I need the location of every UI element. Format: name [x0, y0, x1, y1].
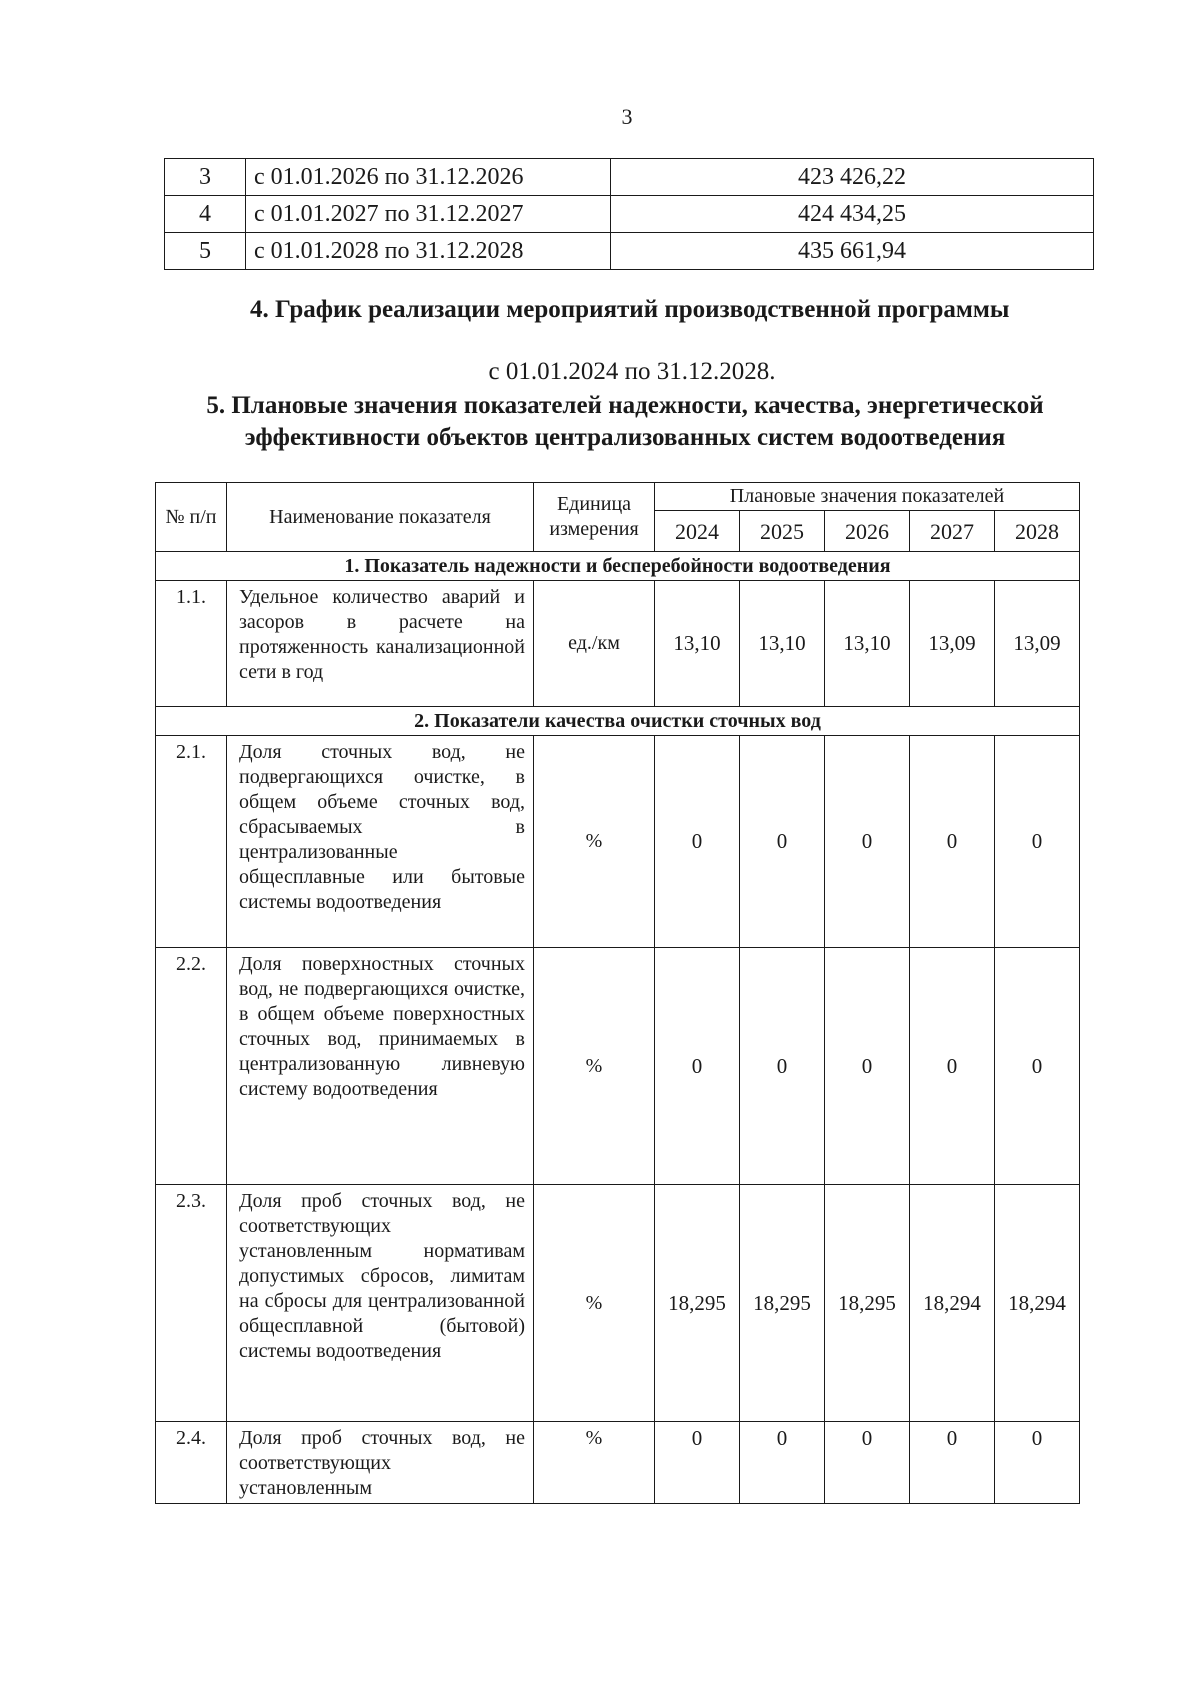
value-cell: 13,09 [910, 581, 995, 707]
period-cell: с 01.01.2028 по 31.12.2028 [246, 233, 611, 270]
header-year: 2027 [910, 511, 995, 552]
value-cell: 13,10 [655, 581, 740, 707]
value-cell: 13,09 [995, 581, 1080, 707]
value-cell: 0 [995, 736, 1080, 948]
value-cell: 18,295 [655, 1185, 740, 1422]
value-cell: 0 [910, 948, 995, 1185]
section-1-title: 1. Показатель надежности и бесперебойности водоотведения [156, 552, 1080, 581]
value-cell: 0 [825, 736, 910, 948]
header-planned: Плановые значения показателей [655, 483, 1080, 511]
value-cell: 424 434,25 [611, 196, 1094, 233]
header-year: 2026 [825, 511, 910, 552]
indicator-name: Доля проб сточных вод, не соответствующих установленным нормативам допустимых сбросов, лимитам на сбросы для централизованной общесплавной (бытовой) системы водоотведения [227, 1185, 534, 1422]
header-row [156, 483, 1080, 511]
period-cell: с 01.01.2026 по 31.12.2026 [246, 159, 611, 196]
header-year: 2028 [995, 511, 1080, 552]
indicator-name: Доля поверхностных сточных вод, не подвергающихся очистке, в общем объеме поверхностных сточных вод, принимаемых в централизованную ливневую систему водоотведения [227, 948, 534, 1185]
row-number: 2.4. [156, 1422, 227, 1504]
row-number: 2.1. [156, 736, 227, 948]
unit-cell: % [534, 1422, 655, 1504]
value-cell: 0 [910, 1422, 995, 1504]
value-cell: 0 [655, 948, 740, 1185]
table-row [156, 736, 1080, 948]
section-2-title: 2. Показатели качества очистки сточных вод [156, 707, 1080, 736]
value-cell: 18,294 [995, 1185, 1080, 1422]
header-year: 2025 [740, 511, 825, 552]
unit-cell: % [534, 1185, 655, 1422]
section-4-heading: 4. График реализации мероприятий производственной программы [250, 296, 1010, 323]
page-number: 3 [621, 104, 633, 129]
row-number: 2.2. [156, 948, 227, 1185]
row-number: 3 [165, 159, 246, 196]
value-cell: 0 [995, 1422, 1080, 1504]
section-row [156, 552, 1080, 581]
header-year: 2024 [655, 511, 740, 552]
value-cell: 18,295 [740, 1185, 825, 1422]
value-cell: 0 [740, 1422, 825, 1504]
value-cell: 0 [740, 736, 825, 948]
row-number: 1.1. [156, 581, 227, 707]
unit-cell: ед./км [534, 581, 655, 707]
row-number: 2.3. [156, 1185, 227, 1422]
header-num: № п/п [156, 483, 227, 552]
section-5-heading: 5. Плановые значения показателей надежности, качества, энергетической эффективности объектов централизованных систем водоотведения [206, 392, 1044, 451]
header-unit: Единица измерения [534, 483, 655, 552]
table-row [156, 1185, 1080, 1422]
table-row [156, 948, 1080, 1185]
indicator-name: Удельное количество аварий и засоров в расчете на протяженность канализационной сети в год [227, 581, 534, 707]
value-cell: 435 661,94 [611, 233, 1094, 270]
value-cell: 0 [655, 736, 740, 948]
row-number: 5 [165, 233, 246, 270]
value-cell: 13,10 [740, 581, 825, 707]
value-cell: 0 [825, 948, 910, 1185]
period-cell: с 01.01.2027 по 31.12.2027 [246, 196, 611, 233]
header-name: Наименование показателя [227, 483, 534, 552]
value-cell: 0 [825, 1422, 910, 1504]
table-row [165, 159, 1094, 196]
value-cell: 0 [995, 948, 1080, 1185]
value-cell: 0 [740, 948, 825, 1185]
tariff-table [164, 158, 1094, 270]
indicator-name: Доля проб сточных вод, не соответствующих установленным [227, 1422, 534, 1504]
value-cell: 423 426,22 [611, 159, 1094, 196]
indicator-name: Доля сточных вод, не подвергающихся очистке, в общем объеме сточных вод, сбрасываемых в централизованные общесплавные или бытовые системы водоотведения [227, 736, 534, 948]
indicators-table [155, 482, 1080, 1504]
row-number: 4 [165, 196, 246, 233]
value-cell: 13,10 [825, 581, 910, 707]
unit-cell: % [534, 948, 655, 1185]
value-cell: 0 [655, 1422, 740, 1504]
section-row [156, 707, 1080, 736]
unit-cell: % [534, 736, 655, 948]
value-cell: 0 [910, 736, 995, 948]
table-row [165, 233, 1094, 270]
table-row [156, 581, 1080, 707]
table-row [156, 1422, 1080, 1504]
date-range: с 01.01.2024 по 31.12.2028. [488, 358, 776, 385]
value-cell: 18,295 [825, 1185, 910, 1422]
table-row [165, 196, 1094, 233]
value-cell: 18,294 [910, 1185, 995, 1422]
